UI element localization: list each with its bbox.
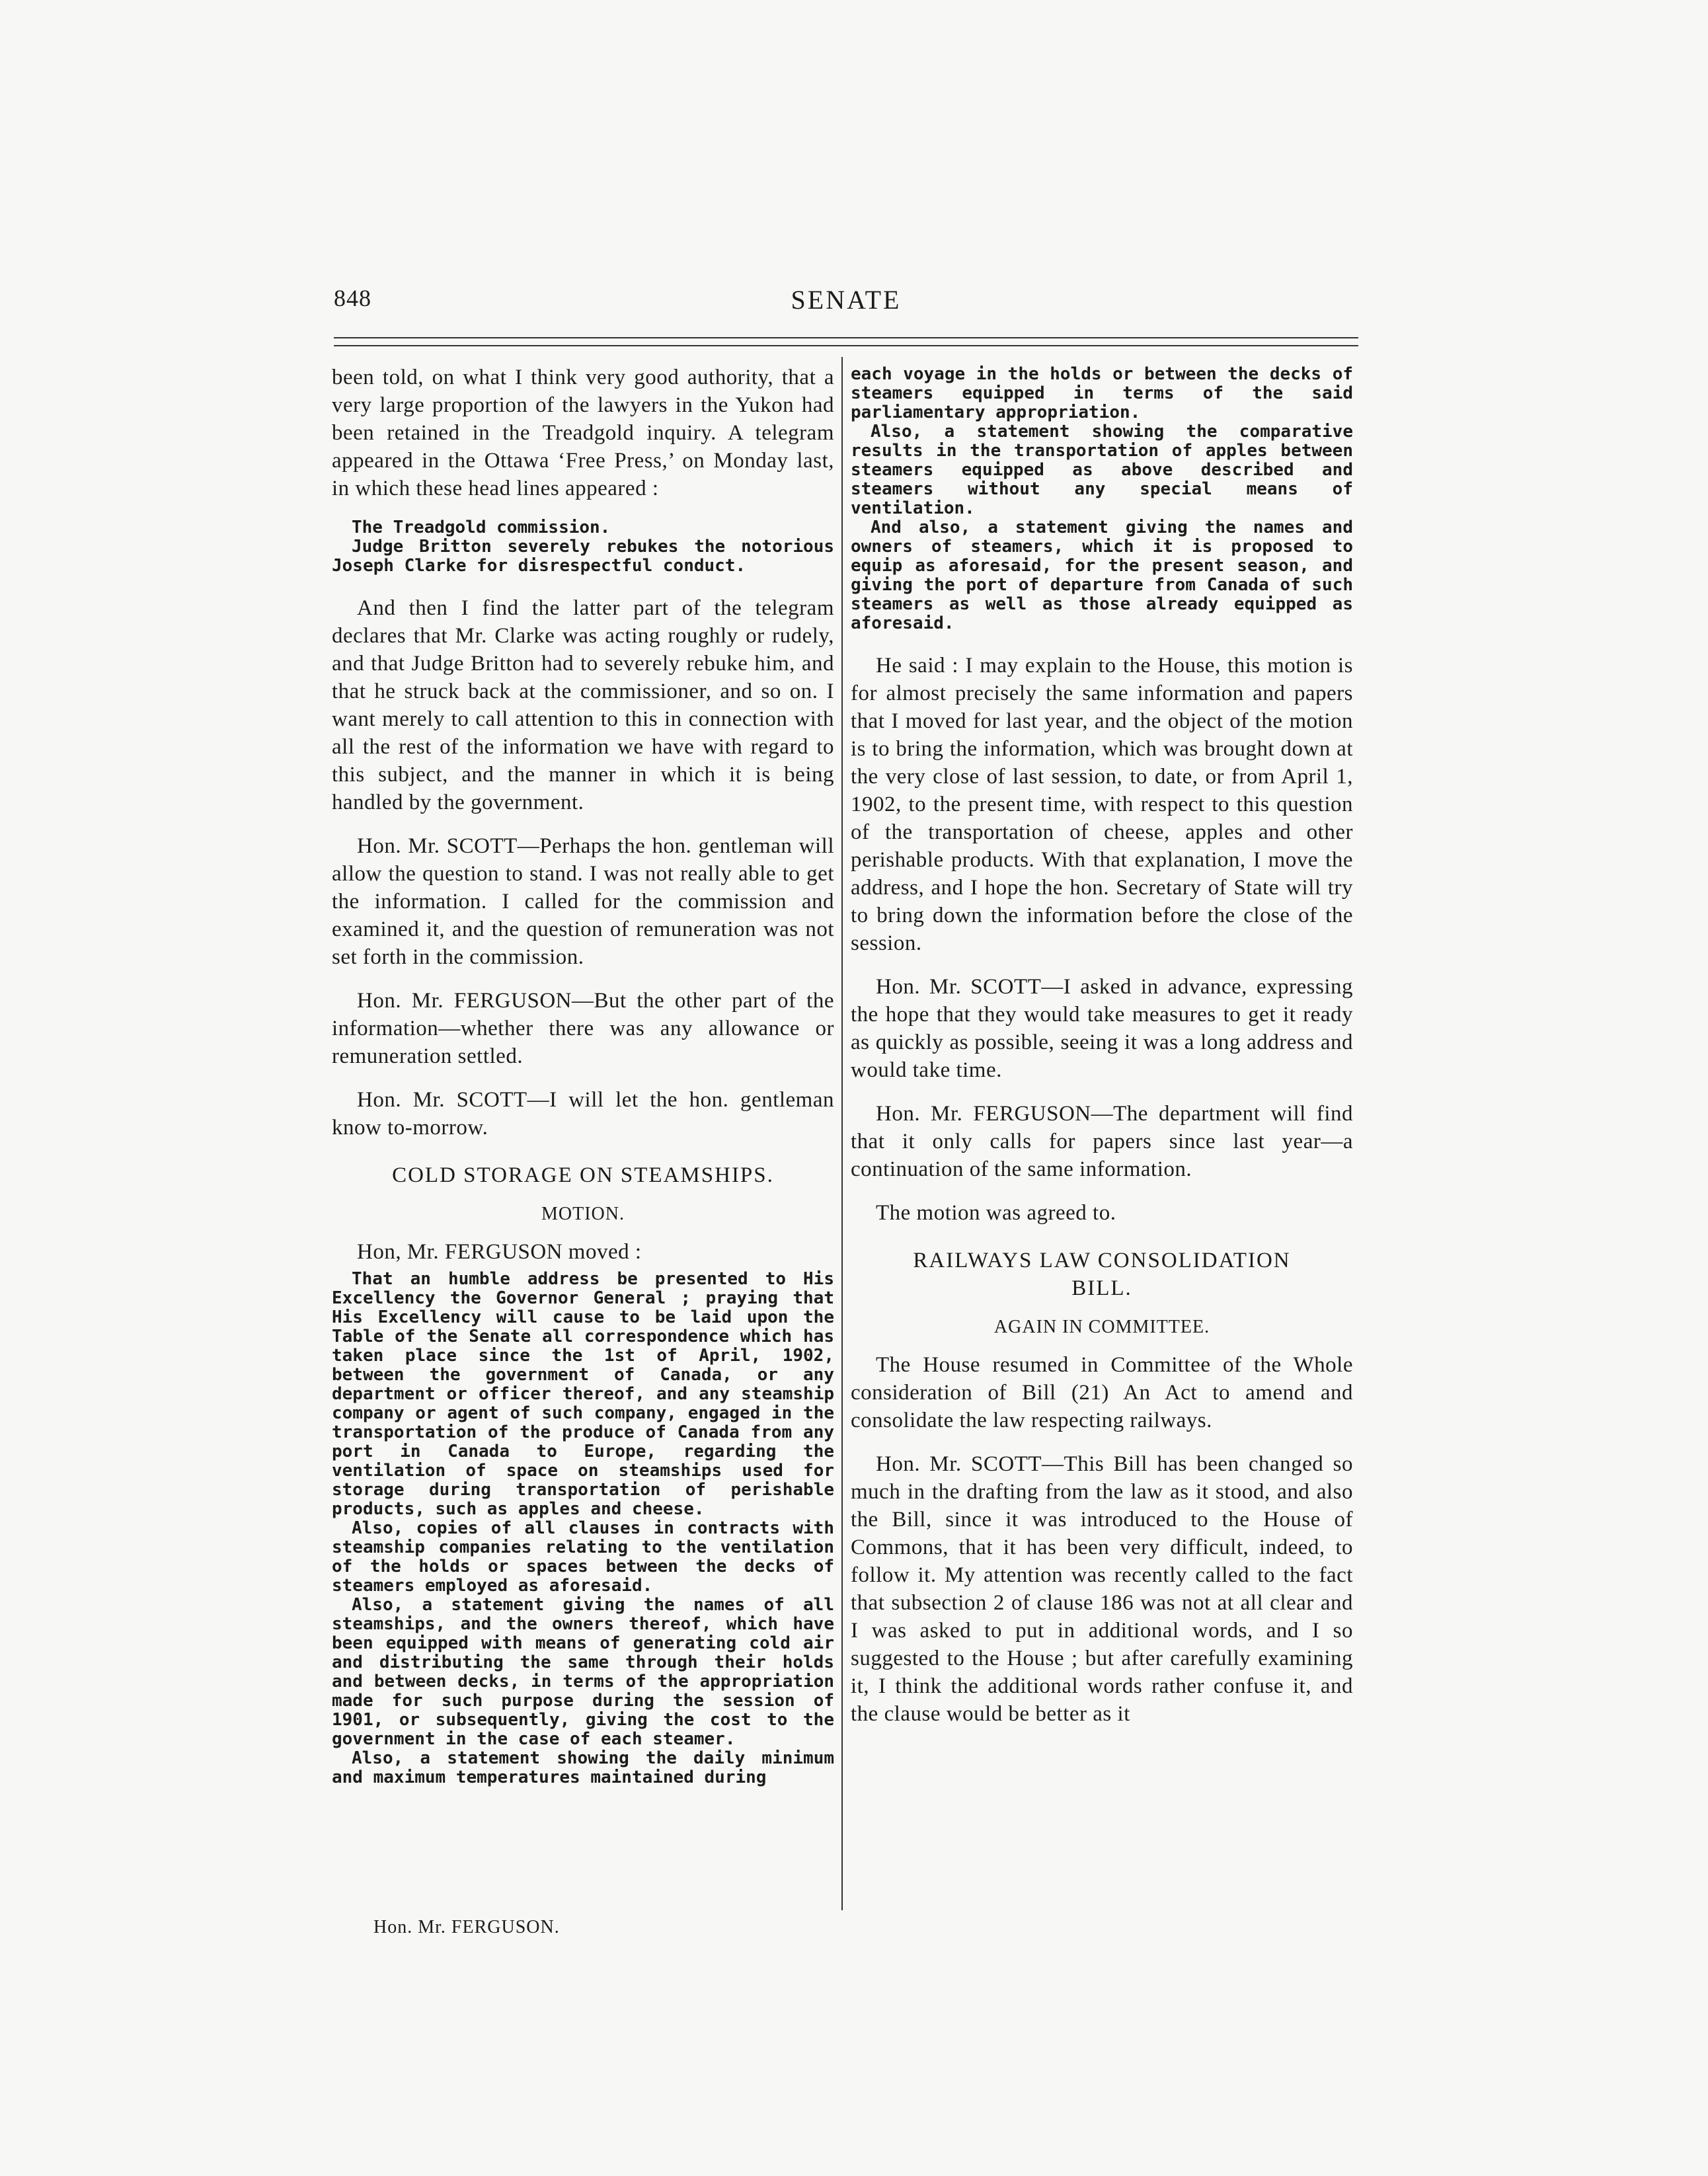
page-number: 848 — [334, 285, 371, 311]
page-header — [334, 284, 1358, 324]
paragraph: Hon. Mr. SCOTT—I will let the hon. gentleman know to-morrow. — [332, 1088, 834, 1140]
header-rule-bottom — [334, 345, 1358, 346]
paragraph: Hon. Mr. SCOTT—I asked in advance, expressing the hope that they would take measures to get it ready as quickly as possible, seeing it was a long address and would take time. — [851, 975, 1353, 1082]
paragraph: Hon, Mr. FERGUSON moved : — [357, 1240, 642, 1264]
running-head: SENATE — [791, 285, 902, 315]
section-subheading: AGAIN IN COMMITTEE. — [993, 1317, 1210, 1337]
motion-text — [332, 1270, 834, 1787]
header-rule-top — [334, 337, 1358, 338]
paragraph: Hon. Mr. SCOTT—Perhaps the hon. gentleman will allow the question to stand. I was not really able to get the information. I called for the commission and examined it, and the question of remuneration was not set forth in the commission. — [332, 834, 834, 969]
quoted-paragraph: Also, a statement showing the daily minimum and maximum temperatures maintained during — [332, 1748, 834, 1787]
section-heading: COLD STORAGE ON STEAMSHIPS. — [392, 1163, 774, 1187]
column-divider — [841, 357, 843, 1910]
quoted-line: The Treadgold commission. — [352, 518, 611, 537]
paragraph: Hon. Mr. SCOTT—This Bill has been changed so much in the drafting from the law as it stood, and also the Bill, since it was introduced to the House of Commons, that it has been very difficult, indeed, to follow it. My attention was recently called to the fact that subsection 2 of clause 186 was not at all clear and I was asked to put in additional words, and I so suggested to the House ; but after carefully examining it, I think the additional words rather confuse it, and the clause would be better as it — [851, 1452, 1353, 1726]
section-subheading: MOTION. — [541, 1204, 625, 1224]
quoted-line: Judge Britton severely rebukes the notorious Joseph Clarke for disrespectful conduct. — [332, 537, 834, 576]
quoted-paragraph: Also, copies of all clauses in contracts with steamship companies relating to the ventilation of the holds or spaces between the decks of steamers employed as aforesaid. — [332, 1518, 834, 1596]
right-column — [851, 364, 1353, 1744]
catchword-footer: Hon. Mr. FERGUSON. — [373, 1917, 560, 1937]
quoted-paragraph: Also, a statement showing the comparative results in the transportation of apples between steamers equipped as above described and steamers without any special means of ventilation. — [851, 422, 1353, 518]
paragraph: been told, on what I think very good authority, that a very large proportion of the lawyers in the Yukon had been retained in the Treadgold inquiry. A telegram appeared in the Ottawa ‘Free Press,’ on Monday last, in which these head lines appeared : — [332, 366, 834, 500]
paragraph: The motion was agreed to. — [876, 1201, 1116, 1225]
quoted-paragraph: each voyage in the holds or between the decks of steamers equipped in terms of the said parliamentary appropriation. — [851, 364, 1353, 422]
paragraph: He said : I may explain to the House, this motion is for almost precisely the same information and papers that I moved for last year, and the object of the motion is to bring the information, which was brought down at the very close of last session, to date, or from April 1, 1902, to the present time, with respect to this question of the transportation of cheese, apples and other perishable products. With that explanation, I move the address, and I hope the hon. Secretary of State will try to bring down the information before the close of the session. — [851, 654, 1353, 955]
quoted-paragraph: That an humble address be presented to His Excellency the Governor General ; praying that His Excellency will cause to be laid upon the Table of the Senate all correspondence which has taken place since the 1st of April, 1902, between the government of Canada, or any department or officer thereof, and any steamship company or agent of such company, engaged in the transportation of the produce of Canada from any port in Canada to Europe, regarding the ventilation of space on steamships used for storage during transportation of perishable products, such as apples and cheese. — [332, 1269, 834, 1519]
section-heading: RAILWAYS LAW CONSOLIDATION BILL. — [913, 1249, 1291, 1300]
paragraph: Hon. Mr. FERGUSON—But the other part of the information—whether there was any allowance or remuneration settled. — [332, 989, 834, 1068]
quoted-headlines — [332, 518, 834, 576]
paragraph: The House resumed in Committee of the Whole consideration of Bill (21) An Act to amend and consolidate the law respecting railways. — [851, 1353, 1353, 1432]
motion-text-continued — [851, 365, 1353, 633]
left-column — [332, 364, 834, 1806]
paragraph: And then I find the latter part of the telegram declares that Mr. Clarke was acting roughly or rudely, and that Judge Britton had to severely rebuke him, and that he struck back at the commissioner, and so on. I want merely to call attention to this in connection with all the rest of the information we have with regard to this subject, and the manner in which it is being handled by the government. — [332, 596, 834, 814]
quoted-paragraph: Also, a statement giving the names of all steamships, and the owners thereof, which have been equipped with means of generating cold air and distributing the same through their holds and between decks, in terms of the appropriation made for such purpose during the session of 1901, or subsequently, giving the cost to the government in the case of each steamer. — [332, 1595, 834, 1749]
quoted-paragraph: And also, a statement giving the names and owners of steamers, which it is proposed to equip as aforesaid, for the present season, and giving the port of departure from Canada of such steamers as well as those already equipped as aforesaid. — [851, 518, 1353, 633]
paragraph: Hon. Mr. FERGUSON—The department will find that it only calls for papers since last year—a continuation of the same information. — [851, 1102, 1353, 1181]
